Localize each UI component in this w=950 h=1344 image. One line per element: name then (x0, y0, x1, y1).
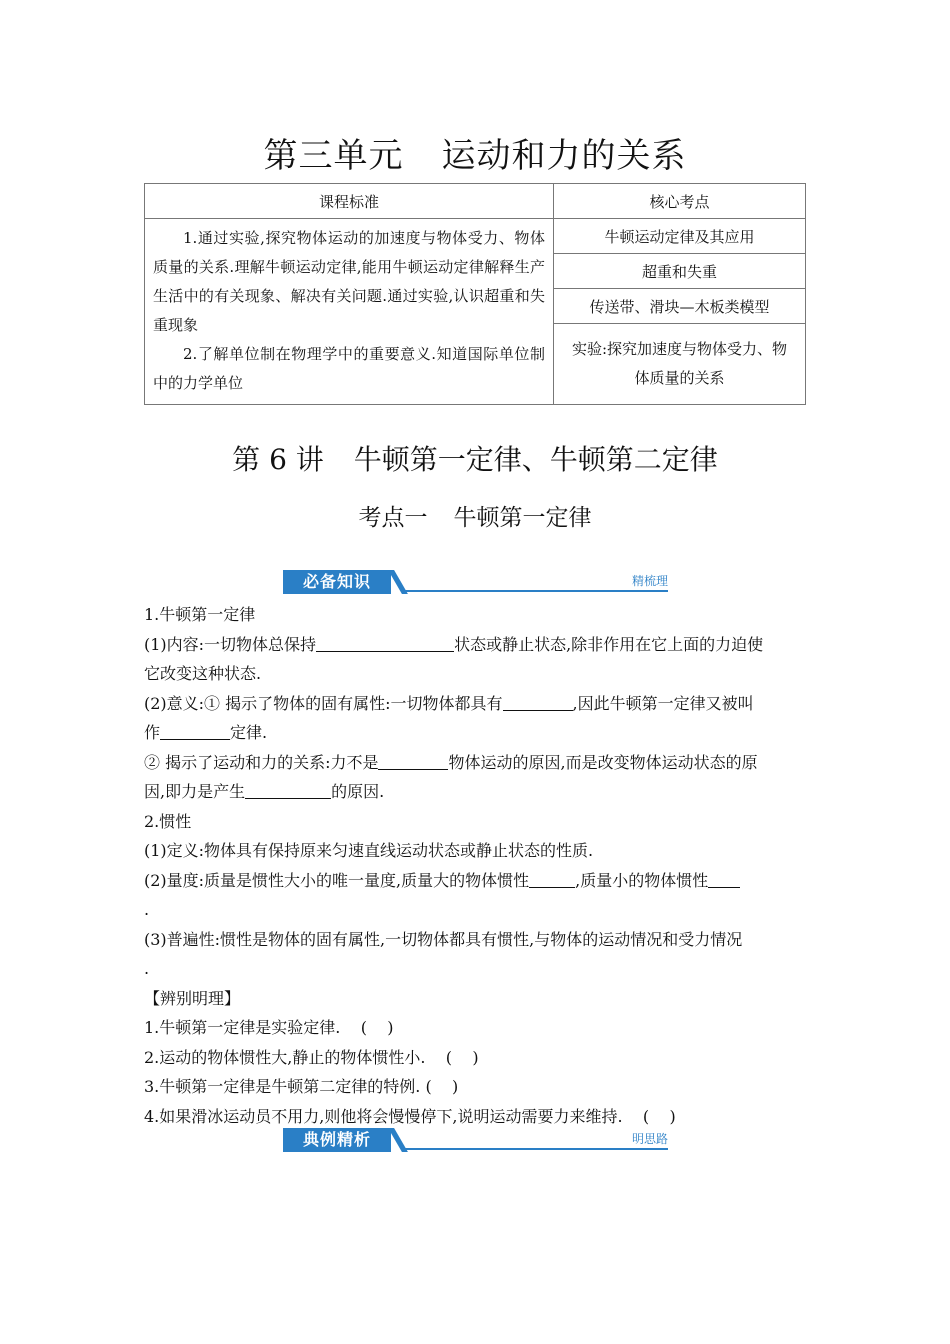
judge-item: 1.牛顿第一定律是实验定律. ( ) (144, 1018, 394, 1037)
fill-blank[interactable] (160, 721, 230, 740)
unit-number: 第三单元 (263, 136, 404, 176)
lecture-number: 第 6 讲 (232, 443, 324, 476)
unit-title (0, 128, 950, 177)
fill-blank[interactable] (503, 692, 573, 711)
standard-text (145, 219, 554, 405)
content-line: . (144, 959, 150, 978)
point-title (0, 499, 950, 532)
content-line: . (144, 900, 150, 919)
content-line: (1)内容:一切物体总保持 状态或静止状态,除非作用在它上面的力迫使 (144, 634, 764, 654)
header-standard: 课程标准 (145, 184, 554, 219)
judge-item: 4.如果滑冰运动员不用力,则他将会慢慢停下,说明运动需要力来维持. ( ) (144, 1106, 676, 1126)
banner-tag: 典例精析 (283, 1128, 391, 1152)
judge-item: 3.牛顿第一定律是牛顿第二定律的特例. ( ) (144, 1077, 459, 1096)
judge-item: 2.运动的物体惯性大,静止的物体惯性小. ( ) (144, 1047, 479, 1067)
fill-blank[interactable] (529, 869, 575, 888)
banner-subtitle: 精梳理 (631, 574, 668, 588)
core-point: 牛顿运动定律及其应用 (554, 219, 806, 254)
header-core-points: 核心考点 (554, 184, 806, 219)
core-point: 传送带、滑块—木板类模型 (554, 289, 806, 324)
section-title: 2.惯性 (144, 811, 192, 831)
banner-tag: 必备知识 (283, 570, 391, 594)
banner-line (403, 590, 668, 592)
lecture-title (0, 438, 950, 478)
fill-blank[interactable] (245, 780, 331, 799)
curriculum-table (144, 183, 806, 405)
standard-paragraph: 2.了解单位制在物理学中的重要意义.知道国际单位制中的力学单位 (153, 345, 545, 392)
content-line: 它改变这种状态. (144, 664, 262, 683)
content-line: (3)普遍性:惯性是物体的固有属性,一切物体都具有惯性,与物体的运动情况和受力情况 (144, 929, 743, 949)
content-line: (1)定义:物体具有保持原来匀速直线运动状态或静止状态的性质. (144, 841, 594, 860)
example-banner (283, 1128, 668, 1152)
content-body (144, 600, 808, 1131)
fill-blank[interactable] (708, 869, 740, 888)
fill-blank[interactable] (316, 633, 454, 652)
unit-name: 运动和力的关系 (441, 136, 687, 176)
banner-line (403, 1148, 668, 1150)
banner-subtitle: 明思路 (631, 1132, 668, 1146)
fill-blank[interactable] (378, 751, 448, 770)
content-line: (2)量度:质量是惯性大小的唯一量度,质量大的物体惯性 ,质量小的物体惯性 (144, 866, 808, 896)
content-line: 作 定律. (144, 723, 268, 742)
lecture-name: 牛顿第一定律、牛顿第二定律 (353, 443, 718, 476)
content-line: ② 揭示了运动和力的关系:力不是 物体运动的原因,而是改变物体运动状态的原 (144, 752, 758, 772)
core-point: 超重和失重 (554, 254, 806, 289)
section-title: 1.牛顿第一定律 (144, 605, 256, 624)
standard-paragraph: 1.通过实验,探究物体运动的加速度与物体受力、物体质量的关系.理解牛顿运动定律,能用牛顿运动定律解释生产生活中的有关现象、解决有关问题.通过实验,认识超重和失重现象 (153, 229, 545, 334)
knowledge-banner (283, 570, 668, 594)
point-number: 考点一 (358, 505, 428, 531)
point-name: 牛顿第一定律 (453, 505, 592, 531)
core-point: 实验:探究加速度与物体受力、物体质量的关系 (554, 324, 806, 405)
content-line: (2)意义:① 揭示了物体的固有属性:一切物体都具有 ,因此牛顿第一定律又被叫 (144, 693, 754, 713)
content-line: 因,即力是产生 的原因. (144, 782, 385, 801)
judge-title: 【辨别明理】 (144, 988, 241, 1008)
